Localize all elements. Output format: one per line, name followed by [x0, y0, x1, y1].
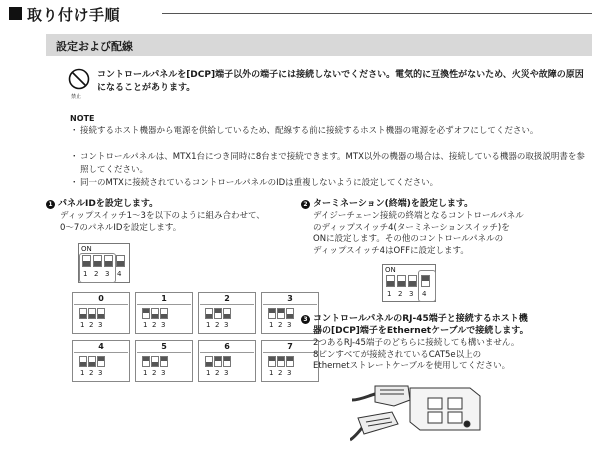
bullet-icon: ・: [70, 126, 79, 136]
panel-id-label: 4: [98, 342, 104, 351]
step-2-body-line: デイジーチェーン接続の終端となるコントロールパネル: [313, 211, 524, 221]
note-heading: NOTE: [70, 114, 95, 123]
combo-divider: [200, 304, 254, 305]
step-2-badge: 2: [301, 200, 310, 209]
step-1-badge: 1: [46, 200, 55, 209]
dip-number: 3: [105, 270, 110, 278]
dip-on-label: ON: [385, 266, 396, 274]
step-2-body: [313, 211, 524, 257]
step-1-body: [60, 211, 265, 234]
mini-dip-switch: [268, 308, 276, 319]
mini-dip-switch: [97, 356, 105, 367]
combo-divider: [200, 352, 254, 353]
step-3-body-line: 8ピンすべてが接続されているCAT5e以上の: [313, 349, 482, 360]
bullet-icon: ・: [70, 152, 79, 162]
bullet-icon: ・: [70, 178, 79, 188]
mini-dip-switch: [151, 308, 159, 319]
title-square-icon: [9, 7, 22, 20]
mini-dip-number: 1: [143, 321, 148, 329]
panel-id-label: 0: [98, 294, 104, 303]
mini-dip-number: 1: [143, 369, 148, 377]
panel-id-combo-7: [261, 340, 319, 382]
step-3-heading: [313, 313, 529, 337]
dip-number: 4: [422, 290, 427, 298]
panel-id-label: 3: [287, 294, 293, 303]
dip-switch-1: [386, 275, 395, 287]
mini-dip-number: 2: [215, 369, 220, 377]
dip-switch-2: [397, 275, 406, 287]
panel-id-label: 1: [161, 294, 167, 303]
panel-id-combo-2: [198, 292, 256, 334]
mini-dip-switch: [79, 308, 87, 319]
combo-divider: [263, 304, 317, 305]
panel-id-combo-0: [72, 292, 130, 334]
mini-dip-switch: [286, 308, 294, 319]
mini-dip-number: 3: [224, 369, 229, 377]
step-3-badge: 3: [301, 315, 310, 324]
panel-id-label: 7: [287, 342, 293, 351]
section-title: 設定および配線: [56, 40, 133, 53]
step-2-body-line: ディップスイッチ4はOFFに設定します。: [313, 245, 469, 256]
dip-number: 1: [387, 290, 392, 298]
mini-dip-switch: [205, 308, 213, 319]
mini-dip-switch: [97, 308, 105, 319]
mini-dip-number: 3: [161, 321, 166, 329]
mini-dip-number: 1: [80, 321, 85, 329]
dip-number: 2: [398, 290, 403, 298]
panel-id-label: 5: [161, 342, 167, 351]
panel-id-combo-6: [198, 340, 256, 382]
mini-dip-switch: [277, 356, 285, 367]
mini-dip-switch: [268, 356, 276, 367]
mini-dip-switch: [88, 308, 96, 319]
mini-dip-switch: [214, 308, 222, 319]
dip-number: 4: [117, 270, 122, 278]
note-item-text: 接続するホスト機器から電源を供給しているため、配線する前に接続するホスト機器の電源を必ずオフにしてください。: [80, 126, 539, 136]
mini-dip-switch: [88, 356, 96, 367]
combo-divider: [74, 352, 128, 353]
mini-dip-number: 3: [224, 321, 229, 329]
dip-on-label: ON: [81, 245, 92, 253]
dip-switch-3: [408, 275, 417, 287]
mini-dip-number: 1: [269, 369, 274, 377]
panel-id-combo-5: [135, 340, 193, 382]
warning-text: コントロールパネルを[DCP]端子以外の端子には接続しないでください。電気的に互換性がないため、火災や故障の原因になることがあります。: [97, 70, 584, 93]
mini-dip-number: 1: [269, 321, 274, 329]
mini-dip-switch: [223, 308, 231, 319]
combo-divider: [137, 352, 191, 353]
mini-dip-number: 2: [89, 321, 94, 329]
step-3-heading-line: 器の[DCP]端子をEthernetケーブルで接続します。: [313, 326, 529, 336]
mini-dip-switch: [160, 356, 168, 367]
prohibition-icon: [68, 68, 90, 90]
note-item-text: 同一のMTXに接続されているコントロールパネルのIDは重複しないように設定してください。: [80, 178, 439, 188]
mini-dip-switch: [223, 356, 231, 367]
mini-dip-number: 2: [89, 369, 94, 377]
mini-dip-switch: [160, 308, 168, 319]
step-1-heading: パネルIDを設定します。: [58, 199, 159, 209]
mini-dip-number: 2: [152, 321, 157, 329]
switches-1-3-highlight: [79, 253, 116, 283]
dip-number: 2: [94, 270, 99, 278]
mini-dip-switch: [214, 356, 222, 367]
mini-dip-number: 1: [80, 369, 85, 377]
combo-divider: [74, 304, 128, 305]
mini-dip-number: 1: [206, 369, 211, 377]
mini-dip-switch: [79, 356, 87, 367]
dip-number: 1: [83, 270, 88, 278]
step-2-heading: ターミネーション(終端)を設定します。: [313, 199, 474, 209]
step-2-body-line: ONに設定します。その他のコントロールパネルの: [313, 234, 504, 244]
page-title: 取り付け手順: [27, 6, 121, 24]
note-item-text: コントロールパネルは、MTX1台につき同時に8台まで接続できます。MTX以外の機器の場合は、接続している機器の取扱説明書を参照してください。: [80, 152, 585, 175]
panel-id-combo-3: [261, 292, 319, 334]
mini-dip-number: 3: [287, 369, 292, 377]
mini-dip-number: 2: [278, 369, 283, 377]
mini-dip-switch: [286, 356, 294, 367]
ethernet-connection-illustration: [350, 378, 490, 448]
mini-dip-number: 1: [206, 321, 211, 329]
mini-dip-switch: [142, 356, 150, 367]
mini-dip-number: 2: [152, 369, 157, 377]
mini-dip-switch: [205, 356, 213, 367]
step-1-body-line: ディップスイッチ1～3を以下のように組み合わせて、: [60, 211, 265, 221]
step-3-body-line: Ethernetストレートケーブルを使用してください。: [313, 361, 511, 371]
mini-dip-switch: [277, 308, 285, 319]
panel-id-label: 2: [224, 294, 230, 303]
mini-dip-number: 3: [287, 321, 292, 329]
mini-dip-number: 3: [98, 321, 103, 329]
dip-number: 3: [409, 290, 414, 298]
combo-divider: [137, 304, 191, 305]
mini-dip-number: 3: [98, 369, 103, 377]
mini-dip-number: 3: [161, 369, 166, 377]
switch-4-highlight: [418, 270, 436, 302]
note-item: [70, 151, 590, 176]
prohibition-label: 禁止: [71, 94, 82, 100]
panel-id-combo-1: [135, 292, 193, 334]
title-rule: [162, 13, 592, 14]
panel-id-combo-4: [72, 340, 130, 382]
dip-switch-4: [116, 255, 125, 267]
step-3-body-line: 2つあるRJ-45端子のどちらに接続しても構いません。: [313, 338, 520, 348]
panel-id-label: 6: [224, 342, 230, 351]
mini-dip-switch: [151, 356, 159, 367]
step-1-body-line: 0～7のパネルIDを設定します。: [60, 222, 182, 233]
step-3-heading-line: コントロールパネルのRJ-45端子と接続するホスト機: [313, 314, 528, 324]
step-3-body: [313, 338, 519, 373]
mini-dip-number: 2: [215, 321, 220, 329]
note-item: [70, 177, 590, 190]
mini-dip-number: 2: [278, 321, 283, 329]
note-item: [70, 125, 590, 138]
step-2-body-line: のディップスイッチ4(ターミネーションスイッチ)を: [313, 222, 510, 233]
combo-divider: [263, 352, 317, 353]
mini-dip-switch: [142, 308, 150, 319]
